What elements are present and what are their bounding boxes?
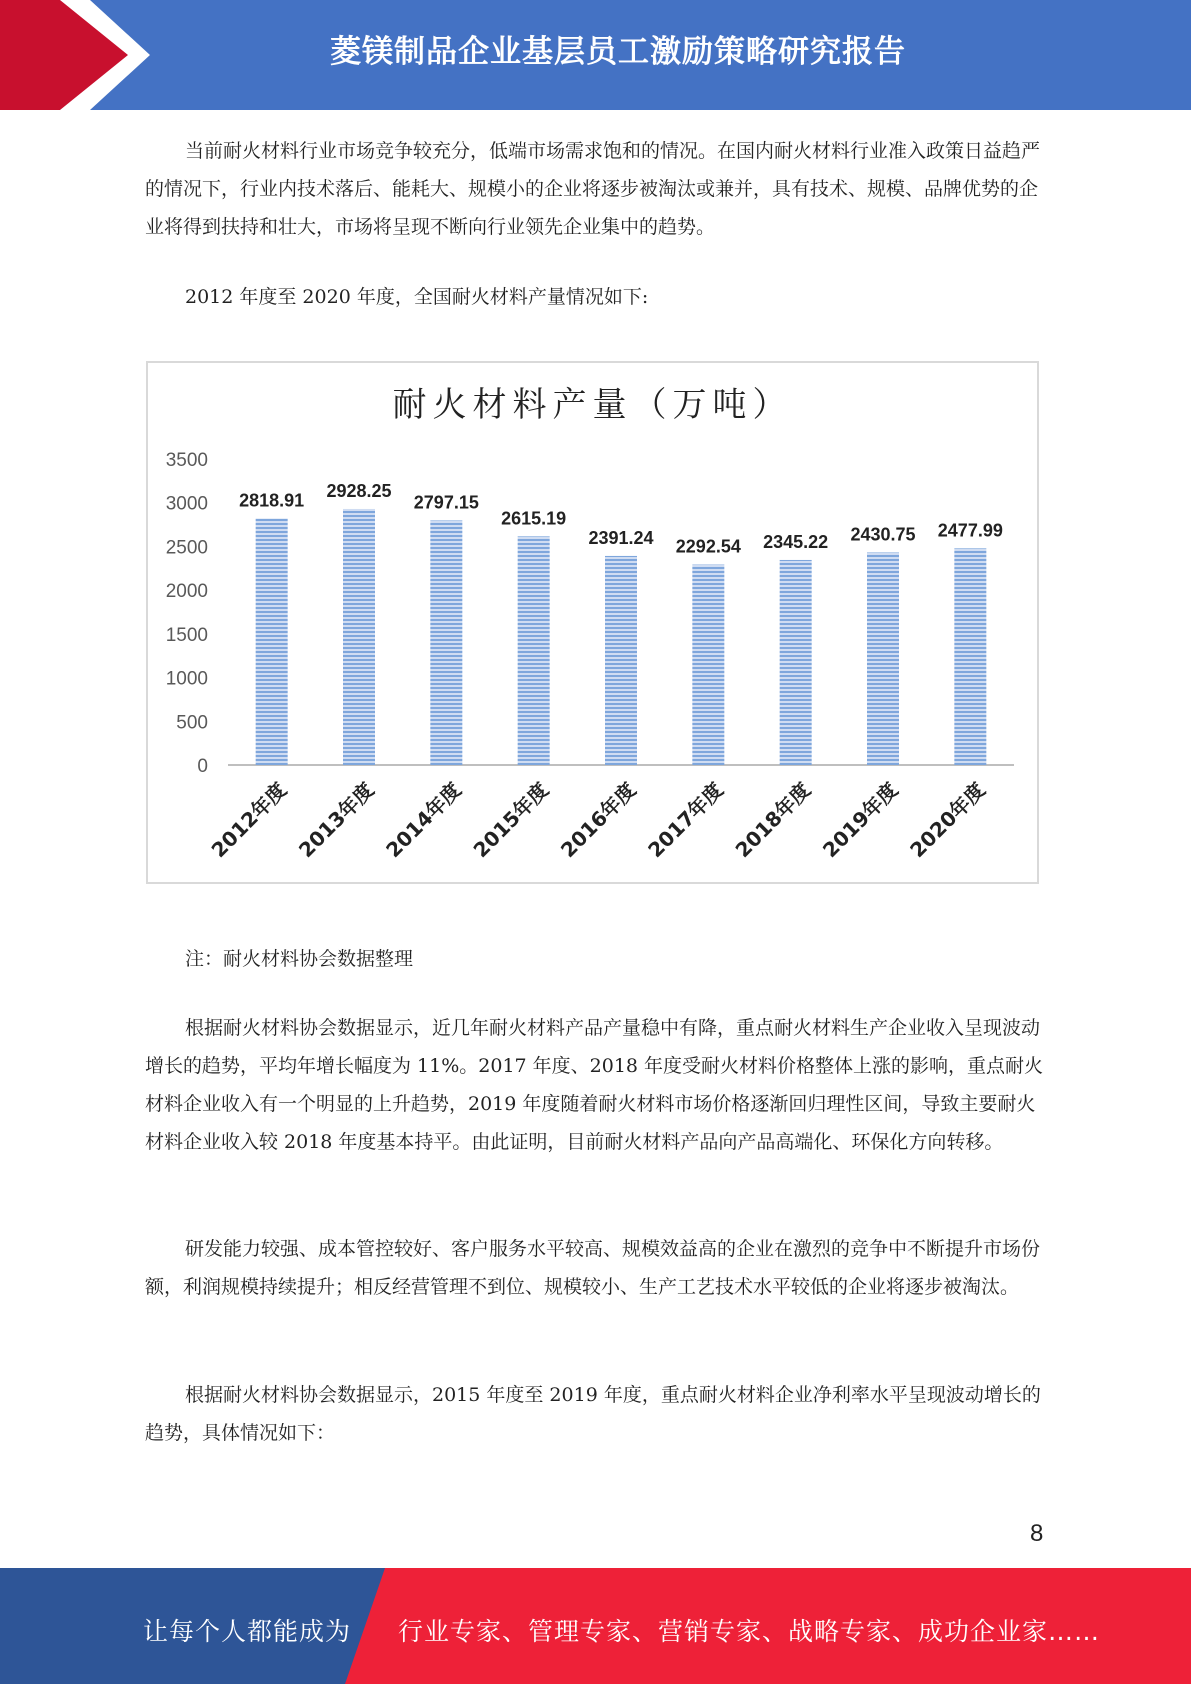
chart-plot [148, 363, 1037, 882]
x-tick-label: 2013年度 [293, 777, 379, 863]
bar [867, 552, 899, 765]
x-tick-label: 2018年度 [730, 777, 816, 863]
data-label: 2391.24 [588, 527, 654, 548]
y-tick-label: 500 [176, 712, 208, 734]
y-tick-label: 3500 [165, 450, 208, 471]
y-tick-label: 1000 [165, 668, 208, 690]
y-tick-label: 3000 [165, 493, 208, 515]
footer-slogan-left: 让每个人都能成为 [143, 1617, 352, 1646]
data-label: 2345.22 [763, 531, 829, 552]
data-label: 2928.25 [326, 480, 392, 501]
bar [692, 565, 724, 765]
bar [605, 556, 637, 765]
x-tick-label: 2020年度 [905, 777, 990, 863]
report-title: 菱镁制品企业基层员工激励策略研究报告 [330, 34, 906, 70]
x-tick-label: 2017年度 [643, 777, 728, 863]
data-label: 2797.15 [413, 492, 479, 513]
paragraph-5: 根据耐火材料协会数据显示，2015 年度至 2019 年度，重点耐火材料企业净利率水平呈现波动增长的趋势，具体情况如下： [145, 1384, 1041, 1444]
bar [256, 519, 288, 765]
bar [343, 509, 375, 765]
paragraph-4: 研发能力较强、成本管控较好、客户服务水平较高、规模效益高的企业在激烈的竞争中不断提升市场份额，利润规模持续提升；相反经营管理不到位、规模较小、生产工艺技术水平较低的企业将逐步被淘汰。 [145, 1238, 1041, 1298]
y-tick-label: 2000 [165, 581, 208, 603]
x-tick-label: 2019年度 [817, 777, 903, 863]
data-label: 2430.75 [850, 524, 916, 545]
page-number: 8 [1030, 1520, 1044, 1547]
data-label: 2477.99 [937, 520, 1003, 541]
bar [780, 560, 812, 765]
paragraph-1: 当前耐火材料行业市场竞争较充分，低端市场需求饱和的情况。在国内耐火材料行业准入政策日益趋严的情况下，行业内技术落后、能耗大、规模小的企业将逐步被淘汰或兼并，具有技术、规模、品牌优势的企业将得到扶持和壮大，市场将呈现不断向行业领先企业集中的趋势。 [145, 140, 1041, 238]
data-label: 2818.91 [239, 490, 305, 511]
y-tick-label: 2500 [165, 537, 208, 559]
x-tick-label: 2015年度 [468, 777, 554, 863]
footer-slogan-right: 行业专家、管理专家、营销专家、战略专家、成功企业家…… [398, 1617, 1101, 1646]
bar [518, 536, 550, 765]
bar [954, 548, 986, 765]
paragraph-3: 根据耐火材料协会数据显示，近几年耐火材料产品产量稳中有降，重点耐火材料生产企业收入呈现波动增长的趋势，平均年增长幅度为 11%。2017 年度、2018 年度受耐火材料价格整体上涨的影响，重点耐火材料企业收入有一个明显的上升趋势，2019 年度随着耐火材料市场价格逐渐回归理性区间，导致主要耐火材料企业收入较 2018 年度基本持平。由此证明，目前耐火材料产品向产品高端化、环保化方向转移。 [145, 1017, 1044, 1153]
x-tick-label: 2012年度 [206, 777, 292, 863]
page-header [0, 0, 1191, 110]
production-chart [146, 361, 1039, 884]
data-label: 2615.19 [501, 508, 567, 529]
data-label: 2292.54 [675, 536, 741, 557]
chart-title: 耐火材料产量（万吨） [392, 385, 793, 425]
x-tick-label: 2014年度 [381, 777, 466, 863]
y-tick-label: 1500 [165, 624, 208, 646]
x-tick-label: 2016年度 [555, 777, 641, 863]
chart-note: 注：耐火材料协会数据整理 [185, 948, 414, 970]
paragraph-2: 2012 年度至 2020 年度，全国耐火材料产量情况如下: [185, 286, 649, 308]
bar [430, 520, 462, 765]
y-tick-label: 0 [197, 756, 208, 777]
